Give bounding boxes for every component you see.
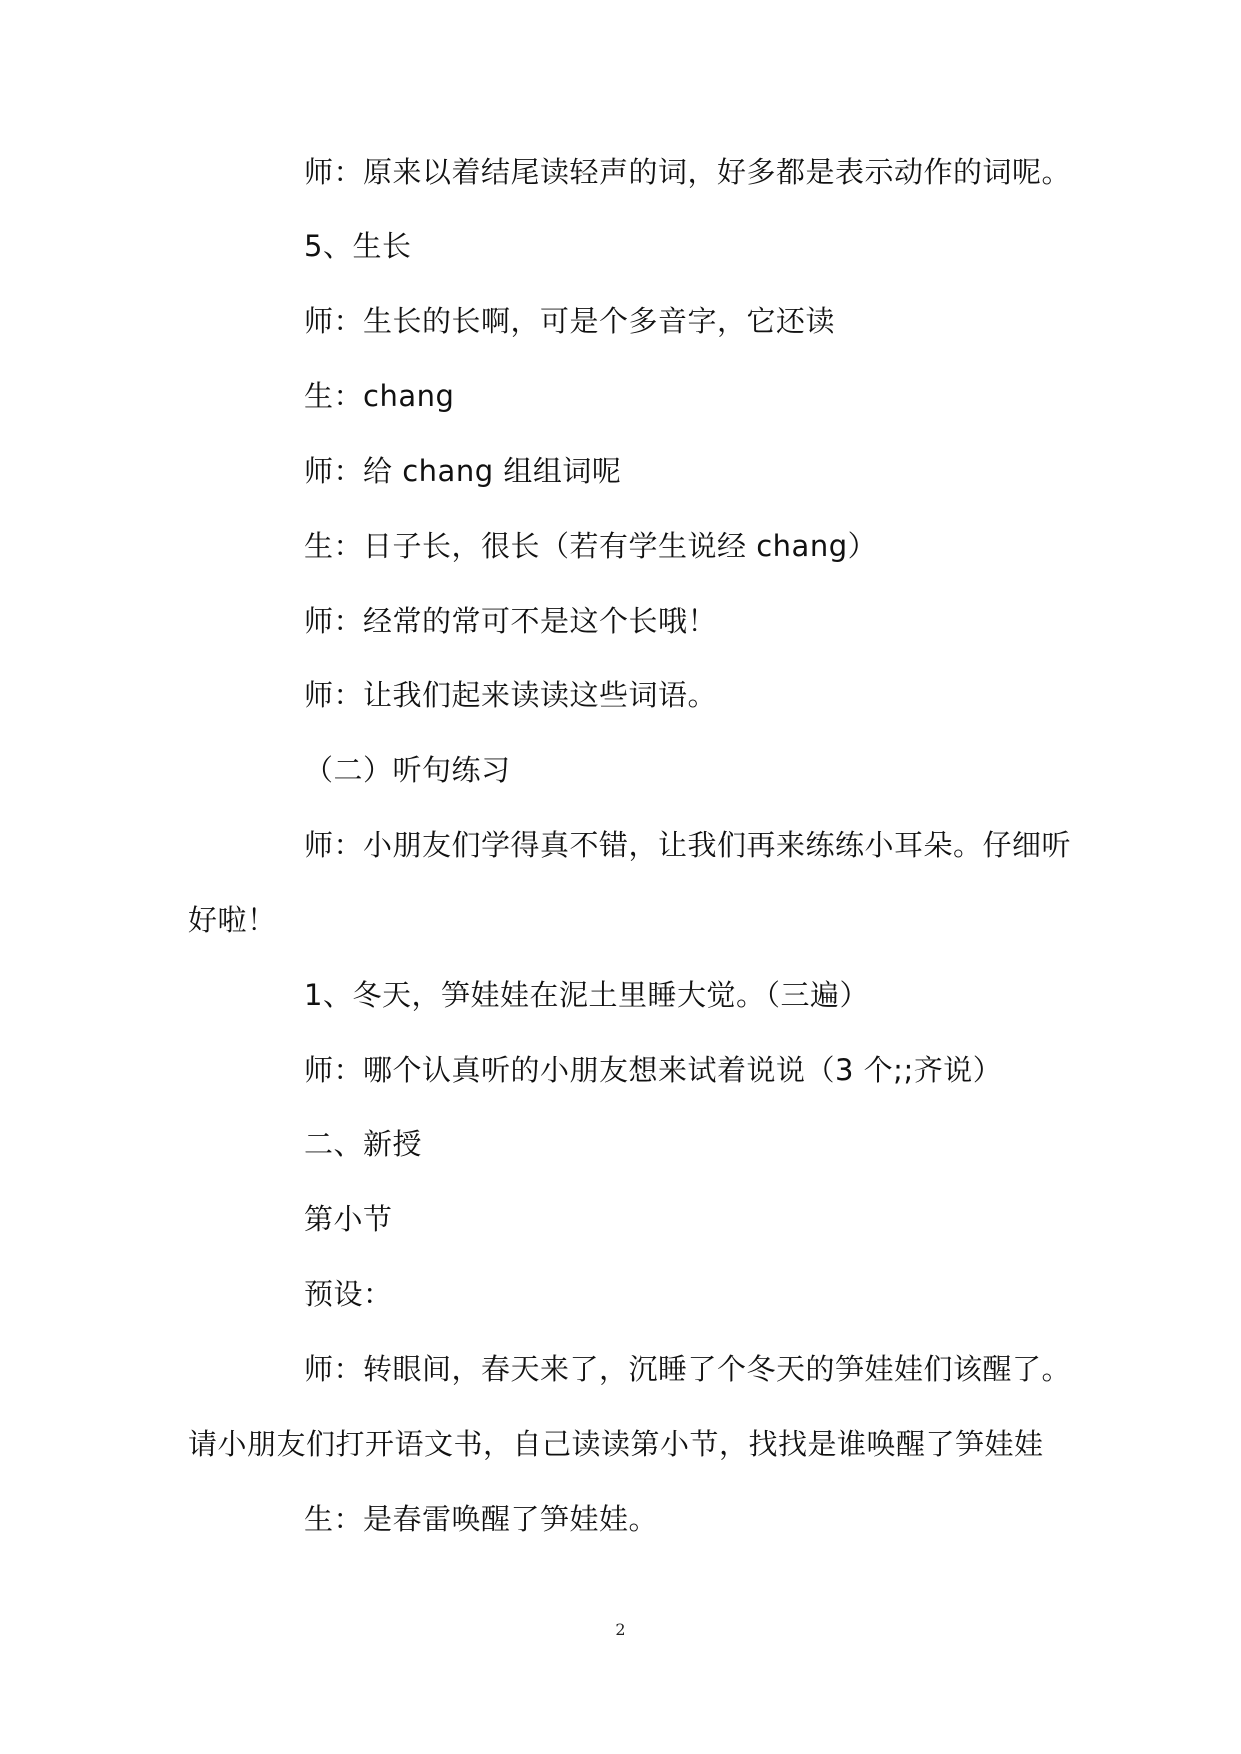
paragraph-line: 师：生长的长啊，可是个多音字，它还读 (304, 304, 836, 338)
paragraph-line: 生：日子长，很长（若有学生说经 chang） (304, 529, 878, 563)
paragraph-line: 师：小朋友们学得真不错，让我们再来练练小耳朵。仔细听 (304, 828, 1072, 862)
section-heading: 二、新授 (304, 1127, 423, 1161)
paragraph-line: 生：chang (304, 379, 455, 413)
paragraph-line: 师：让我们起来读读这些词语。 (304, 678, 718, 712)
section-heading: （二）听句练习 (304, 753, 511, 787)
paragraph-line: 师：经常的常可不是这个长哦！ (304, 604, 718, 638)
paragraph-line: 1、冬天，笋娃娃在泥土里睡大觉。（三遍） (304, 978, 869, 1012)
paragraph-line: 请小朋友们打开语文书，自己读读第小节，找找是谁唤醒了笋娃娃 (188, 1427, 1044, 1461)
section-heading: 第小节 (304, 1202, 393, 1236)
paragraph-line: 师：哪个认真听的小朋友想来试着说说（3 个;;齐说） (304, 1053, 1003, 1087)
paragraph-line: 师：给 chang 组组词呢 (304, 454, 622, 488)
paragraph-line: 生：是春雷唤醒了笋娃娃。 (304, 1502, 659, 1536)
paragraph-line: 师：原来以着结尾读轻声的词，好多都是表示动作的词呢。 (304, 155, 1072, 189)
section-heading: 5、生长 (304, 229, 412, 263)
paragraph-line: 师：转眼间，春天来了，沉睡了个冬天的笋娃娃们该醒了。 (304, 1352, 1072, 1386)
paragraph-line: 好啦！ (188, 903, 277, 937)
paragraph-line: 预设： (304, 1277, 393, 1311)
page-number: 2 (615, 1620, 626, 1639)
